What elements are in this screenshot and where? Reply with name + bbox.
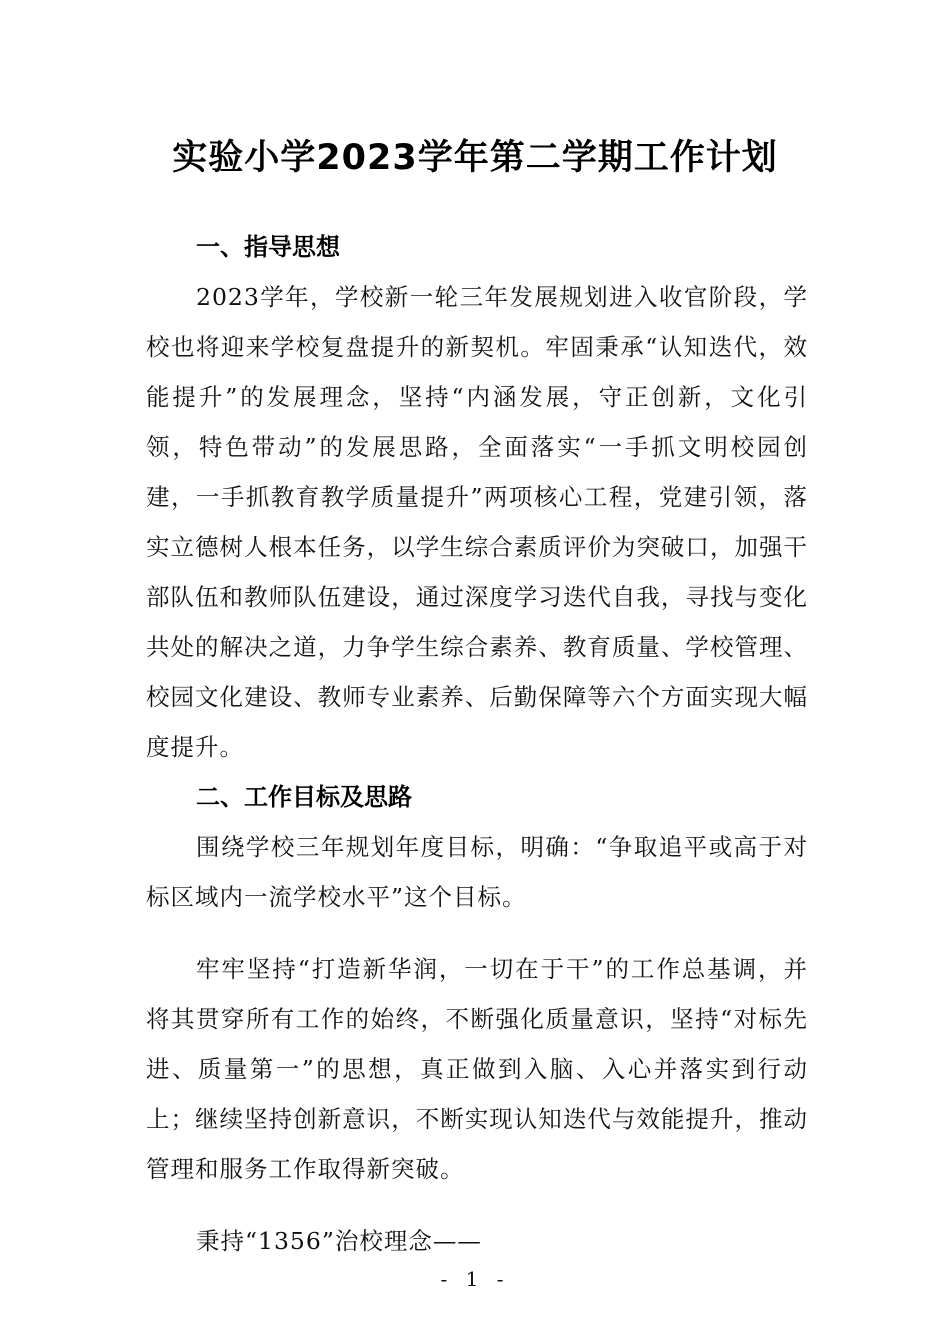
section-heading-goals-and-approach: 二、工作目标及思路 <box>196 783 412 811</box>
section-heading-guiding-ideology: 一、指导思想 <box>196 233 340 261</box>
page-number: - 1 - <box>440 1267 510 1291</box>
paragraph-guiding-ideology: 2023学年，学校新一轮三年发展规划进入收官阶段，学校也将迎来学校复盘提升的新契机。牢固秉承“认知迭代，效能提升”的发展理念，坚持“内涵发展，守正创新，文化引领，特色带动”的发展思路，全面落实“一手抓文明校园创建，一手抓教育教学质量提升”两项核心工程，党建引领，落实立德树人根本任务，以学生综合素质评价为突破口，加强干部队伍和教师队伍建设，通过深度学习迭代自我，寻找与变化共处的解决之道，力争学生综合素养、教育质量、学校管理、校园文化建设、教师专业素养、后勤保障等六个方面实现大幅度提升。 <box>146 283 808 761</box>
document-title: 实验小学2023学年第二学期工作计划 <box>172 138 778 178</box>
paragraph-work-keynote: 牢牢坚持“打造新华润，一切在于干”的工作总基调，并将其贯穿所有工作的始终，不断强化质量意识，坚持“对标先进、质量第一”的思想，真正做到入脑、入心并落实到行动上；继续坚持创新意识，不断实现认知迭代与效能提升，推动管理和服务工作取得新突破。 <box>146 955 808 1183</box>
paragraph-annual-goal: 围绕学校三年规划年度目标，明确：“争取追平或高于对标区域内一流学校水平”这个目标。 <box>146 833 808 911</box>
document-body <box>146 222 808 1266</box>
paragraph-school-philosophy: 秉持“1356”治校理念—— <box>196 1227 482 1255</box>
